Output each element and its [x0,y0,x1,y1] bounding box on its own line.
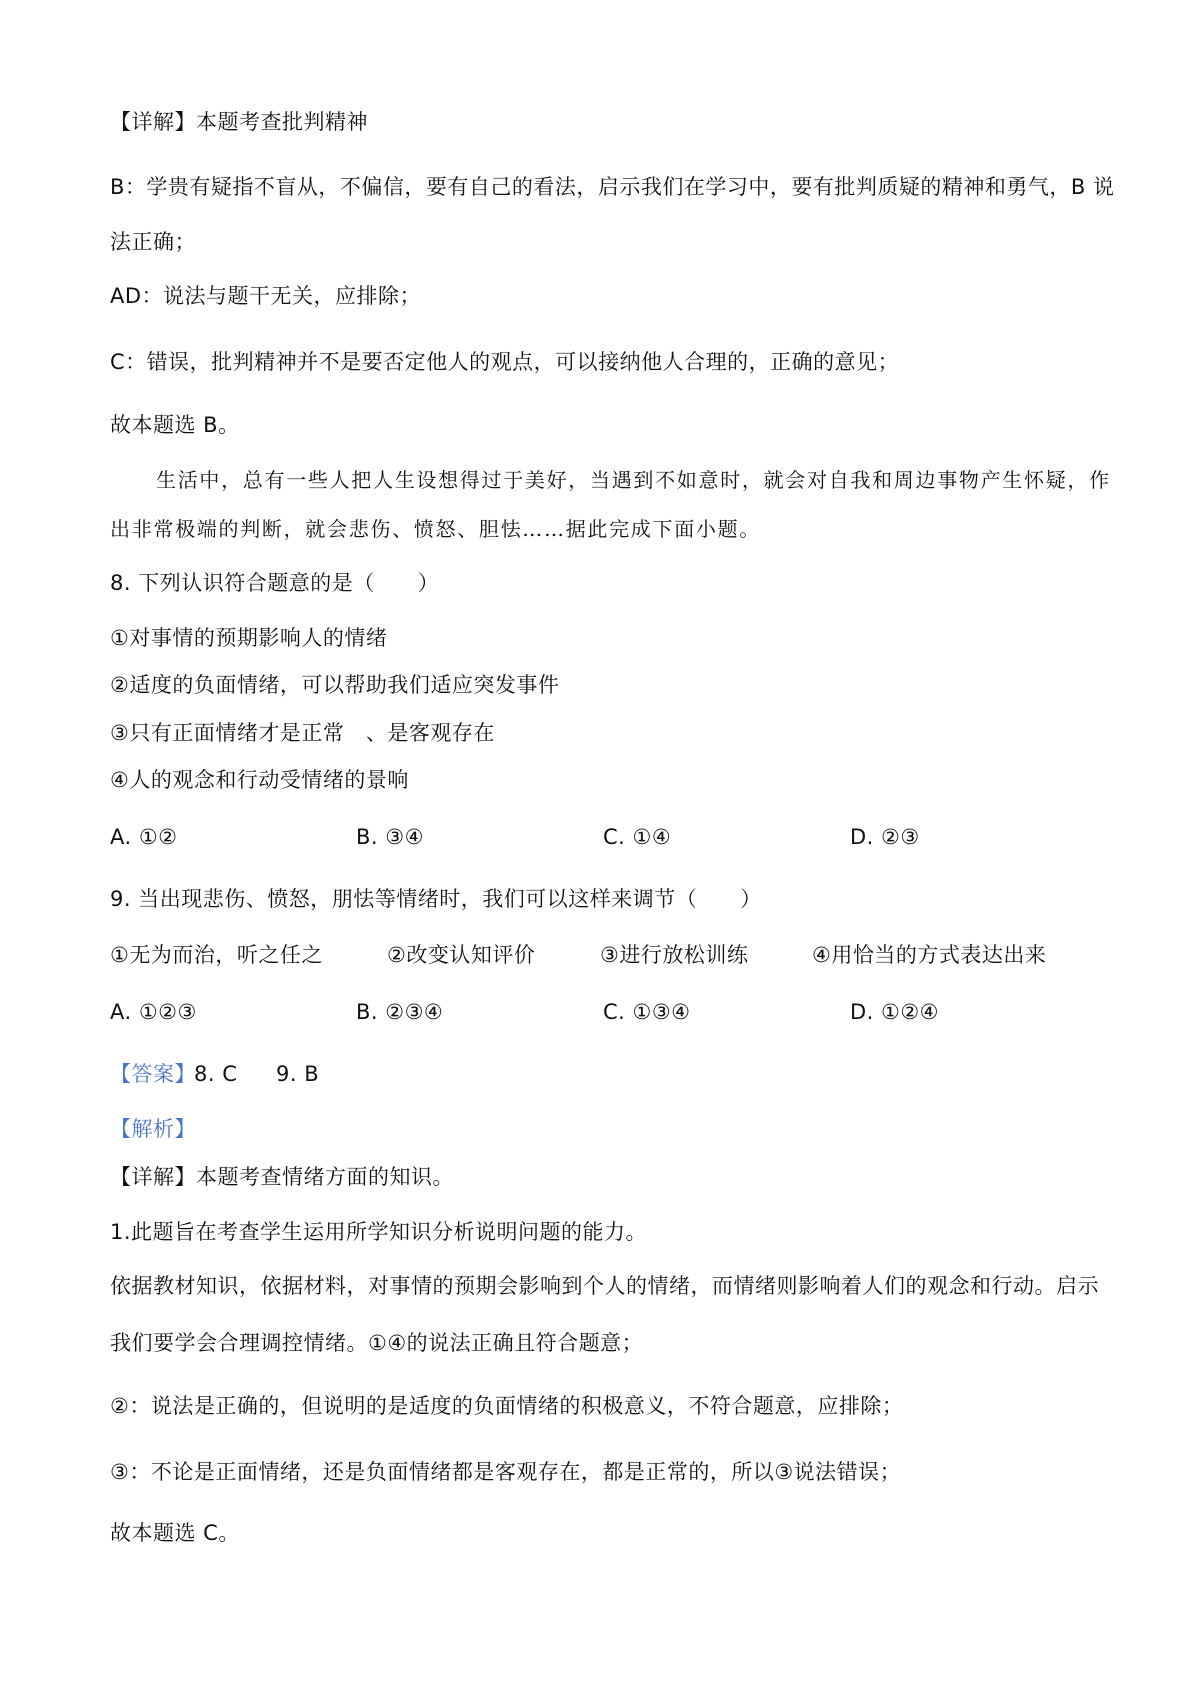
explanation-line-b: B：学贵有疑指不盲从，不偏信，要有自己的看法，启示我们在学习中，要有批判质疑的精神和勇气，B 说 [110,175,1115,199]
q8-statement-1: ①对事情的预期影响人的情绪 [110,626,388,650]
q9-statements [0,941,1200,969]
analysis-conclusion: 故本题选 C。 [110,1521,240,1545]
q9-statement-2: ②改变认知评价 [387,943,536,967]
q9-statement-1: ①无为而治，听之任之 [110,943,323,967]
answer-q8: 8. C [194,1062,238,1086]
q9-option-c: C. ①③④ [603,1000,691,1024]
analysis-line-1: 1.此题旨在考查学生运用所学知识分析说明问题的能力。 [110,1220,648,1244]
analysis-line-5: ③：不论是正面情绪，还是负面情绪都是客观存在，都是正常的，所以③说法错误； [110,1460,902,1484]
q9-statement-4: ④用恰当的方式表达出来 [812,943,1047,967]
answer-q9: 9. B [276,1062,320,1086]
q9-statement-3: ③进行放松训练 [600,943,749,967]
explanation-line-c: C：错误，批判精神并不是要否定他人的观点，可以接纳他人合理的，正确的意见； [110,350,900,374]
passage-line-2: 出非常极端的判断，就会悲伤、愤怒、胆怯……据此完成下面小题。 [110,517,761,541]
explanation-line-b-cont: 法正确； [110,230,196,254]
detail-heading-critical-spirit: 【详解】本题考查批判精神 [110,110,368,134]
detail-heading-emotion: 【详解】本题考查情绪方面的知识。 [110,1165,454,1189]
analysis-line-4: ②：说法是正确的，但说明的是适度的负面情绪的积极意义，不符合题意，应排除； [110,1394,904,1418]
q8-stem: 8. 下列认识符合题意的是（ ） [110,571,440,595]
q8-option-d: D. ②③ [850,825,920,849]
q8-option-b: B. ③④ [356,825,424,849]
answer-label: 【答案】 [110,1062,196,1086]
passage-line-1: 生活中，总有一些人把人生设想得过于美好，当遇到不如意时，就会对自我和周边事物产生怀疑，作 [156,468,1111,492]
explanation-line-ad: AD：说法与题干无关，应排除； [110,284,422,308]
analysis-line-2: 依据教材知识，依据材料，对事情的预期会影响到个人的情绪，而情绪则影响着人们的观念和行动。启示 [110,1274,1099,1298]
explanation-conclusion: 故本题选 B。 [110,413,240,437]
q8-option-a: A. ①② [110,825,178,849]
q9-stem: 9. 当出现悲伤、愤怒，朋怯等情绪时，我们可以这样来调节（ ） [110,887,762,911]
answer-line [0,1060,1200,1088]
analysis-label: 【解析】 [110,1117,196,1141]
q8-statement-4: ④人的观念和行动受情绪的景响 [110,768,409,792]
q8-option-c: C. ①④ [603,825,672,849]
q8-statement-3: ③只有正面情绪才是正常 、是客观存在 [110,721,495,745]
q9-option-d: D. ①②④ [850,1000,939,1024]
q8-options [0,823,1200,851]
q9-options [0,998,1200,1026]
q9-option-b: B. ②③④ [356,1000,444,1024]
q8-statement-2: ②适度的负面情绪，可以帮助我们适应突发事件 [110,673,560,697]
q9-option-a: A. ①②③ [110,1000,197,1024]
analysis-line-3: 我们要学会合理调控情绪。①④的说法正确且符合题意； [110,1331,644,1355]
